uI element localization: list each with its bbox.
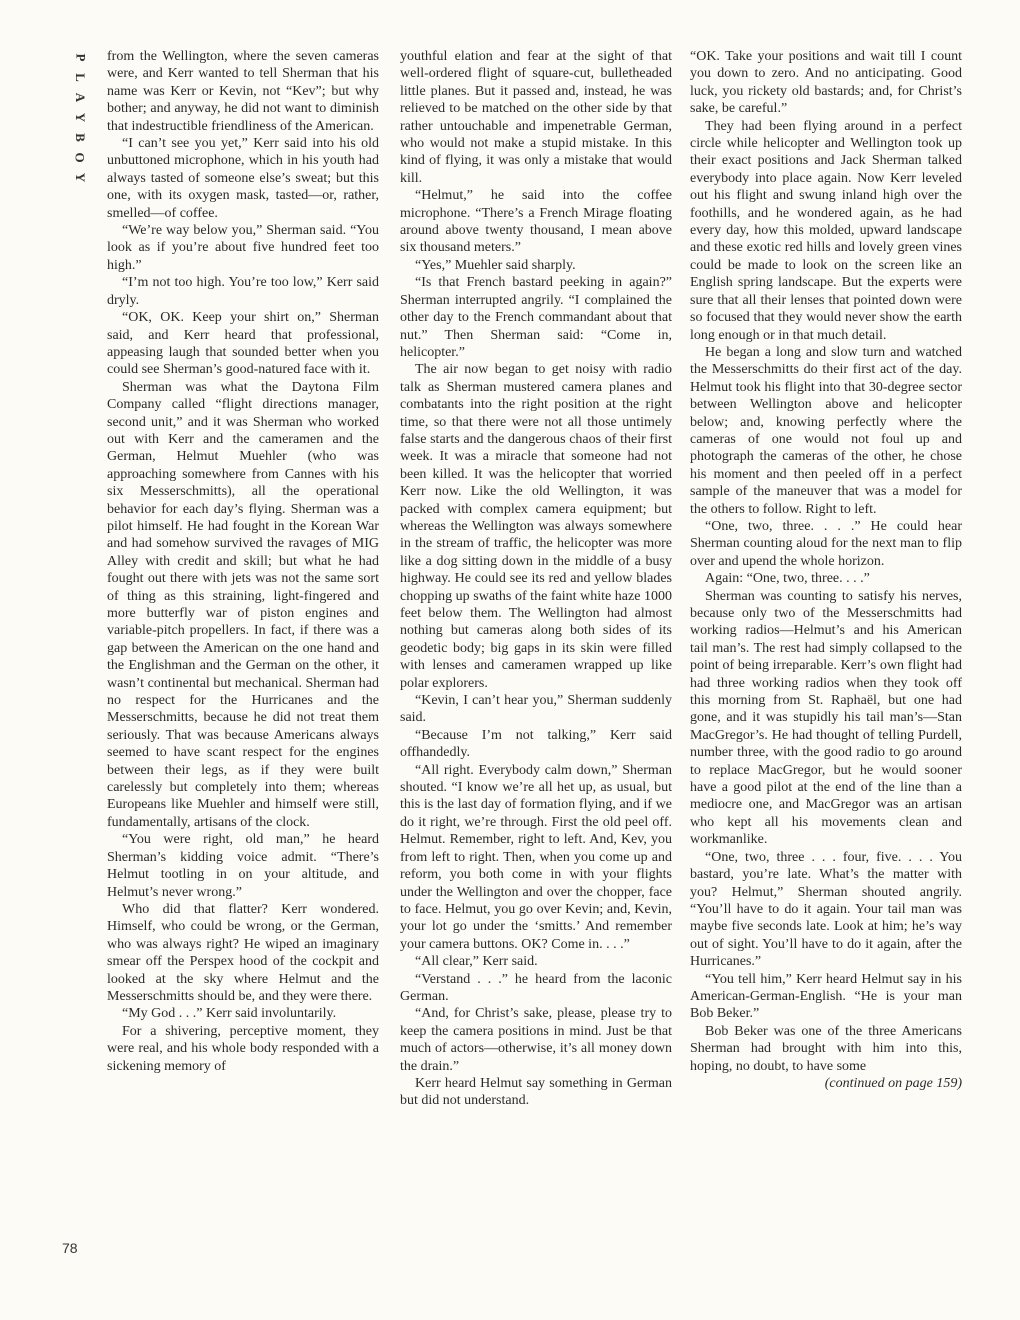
paragraph: For a shivering, perceptive moment, they were real, and his whole body responded with a sickening memory of bbox=[107, 1023, 379, 1074]
text-column-1 bbox=[107, 48, 379, 1075]
paragraph: Kerr heard Helmut say something in German but did not understand. bbox=[400, 1075, 672, 1109]
paragraph: “Yes,” Muehler said sharply. bbox=[415, 257, 576, 273]
paragraph: Who did that flatter? Kerr wondered. Himself, who could be wrong, or the German, who was always right? He wiped an imaginary smear off the Perspex hood of the cockpit and looked at the sky where Helmut and the Messerschmitts should be, and they were there. bbox=[107, 901, 379, 1004]
paragraph: “One, two, three. . . .” He could hear Sherman counting aloud for the next man to flip over and upend the whole horizon. bbox=[690, 518, 962, 569]
paragraph: “OK. Take your positions and wait till I count you down to zero. And no anticipating. Good luck, you rickety old bastards; and, for Christ’s sake, be careful.” bbox=[690, 49, 962, 117]
masthead-letter: L bbox=[72, 73, 88, 83]
paragraph: “Because I’m not talking,” Kerr said offhandedly. bbox=[400, 727, 672, 761]
paragraph: “I can’t see you yet,” Kerr said into his old unbuttoned microphone, which in his youth had always tasted of someone else’s sweat; but this one, with its oxygen mask, tasted—or, rather, smelled—of coffee. bbox=[107, 136, 379, 221]
paragraph: Bob Beker was one of the three Americans Sherman had brought with him into this, hoping, no doubt, to have some bbox=[690, 1023, 962, 1074]
paragraph: Sherman was what the Daytona Film Company called “flight directions manager, second unit,” and it was Sherman who worked out with Kerr and the cameramen and the German, Helmut Muehler (who was approaching somewhere from Cannes with his six Messerschmitts), all the operational behavior for each day’s flying. Sherman was a pilot himself. He had fought in the Korean War and had somehow survived the ravages of MIG Alley with credit and skill; but what he had fought out there with jets was not the same sort of thing as this straining, light-fingered and more butterfly war of piston engines and variable-pitch propellers. In fact, if there was a gap between the American on the one hand and the Englishman and the German on the other, it wasn’t continental but mechanical. Sherman had no respect for the Hurricanes and the Messerschmitts, because he did not treat them seriously. That was because Americans always seemed to have scant respect for the engines between their legs, as if they were built carelessly but completely into them; whereas Europeans like Muehler and himself were still, fundamentally, artisans of the clock. bbox=[107, 379, 379, 830]
magazine-masthead bbox=[60, 48, 100, 188]
continued-note: (continued on page 159) bbox=[824, 1075, 962, 1091]
paragraph: “OK, OK. Keep your shirt on,” Sherman said, and Kerr heard that professional, appeasing laugh that sounded better when you could see Sherman’s good-natured face with it. bbox=[107, 310, 379, 378]
paragraph: “My God . . .” Kerr said involuntarily. bbox=[122, 1006, 337, 1022]
paragraph: “All right. Everybody calm down,” Sherman shouted. “I know we’re all het up, as usual, but this is the last day of formation flying, and if we do it right, we’re through. First the old peel off. Helmut. Remember, right to left. And, Kev, you from left to right. Then, when you come up and reform, you both come in with your flights under the Wellington and over the chopper, face to face. Helmut, you go over Kevin; and, Kevin, your lot go under the ‘smitts.’ And remember your camera buttons. OK? Come in. . . .” bbox=[400, 762, 672, 952]
masthead-letter: A bbox=[72, 92, 88, 104]
masthead-letter: Y bbox=[72, 172, 88, 184]
paragraph: “Verstand . . .” he heard from the laconic German. bbox=[400, 971, 672, 1004]
paragraph: “I’m not too high. You’re too low,” Kerr said dryly. bbox=[107, 275, 379, 308]
paragraph: “And, for Christ’s sake, please, please try to keep the camera positions in mind. Just be that much of actors—otherwise, it’s all money down the drain.” bbox=[400, 1006, 672, 1074]
masthead-letter: O bbox=[73, 152, 88, 164]
paragraph: “Is that French bastard peeking in again?” Sherman interrupted angrily. “I complained the other day to the French commandant about that nut.” Then Sherman said: “Come in, helicopter.” bbox=[400, 275, 672, 360]
paragraph: Again: “One, two, three. . . .” bbox=[705, 571, 870, 587]
paragraph: “Helmut,” he said into the coffee microphone. “There’s a French Mirage floating around above twenty thousand, I mean above six thousand meters.” bbox=[400, 188, 672, 256]
paragraph: “You were right, old man,” he heard Sherman’s kidding voice admit. “There’s Helmut tootling in on your altitude, and Helmut’s never wrong.” bbox=[107, 832, 379, 900]
paragraph: He began a long and slow turn and watched the Messerschmitts do their first act of the day. Helmut took his flight into that 30-degree sector between Wellington above and helicopter below; and, knowing perfectly where the cameras of one would not foul up and photograph the cameras of the other, he chose his moment and then peeled off in a perfect sample of the maneuver that was a model for the others to follow. Right to left. bbox=[690, 344, 962, 517]
text-column-3 bbox=[690, 48, 962, 1092]
page-number: 78 bbox=[62, 1240, 78, 1256]
masthead-letter: B bbox=[72, 133, 88, 143]
text-column-2 bbox=[400, 48, 672, 1110]
paragraph: from the Wellington, where the seven cameras were, and Kerr wanted to tell Sherman that his name was Kerr or Kevin, not “Kev”; but why bother; and anyway, he did not want to diminish that indestructible friendliness of the American. bbox=[107, 49, 379, 134]
paragraph: The air now began to get noisy with radio talk as Sherman mustered camera planes and combatants into the right position at the right time, so that there were not all those untimely false starts and the dangerous chaos of their first week. It was a miracle that someone had not been killed. It was the helicopter that worried Kerr now. Like the old Wellington, it was packed with complex camera equipment; but whereas the Wellington was always somewhere in the stream of traffic, the helicopter was more like a dog sitting down in the middle of a busy highway. He could see its red and yellow blades chopping up swaths of the faint white haze 1000 feet below them. The Wellington had almost nothing but cameras along both sides of its geodetic body; big gaps in its skin were filled with lenses and cameramen wrapped up like polar explorers. bbox=[400, 362, 672, 691]
masthead-letter: P bbox=[72, 53, 88, 63]
paragraph: “You tell him,” Kerr heard Helmut say in his American-German-English. “He is your man Bob Beker.” bbox=[690, 971, 962, 1022]
paragraph: “One, two, three . . . four, five. . . . You bastard, you’re late. What’s the matter with you? Helmut,” Sherman shouted angrily. “You’ll have to do it again. Your tail man was maybe five seconds late. Look at him; he’s way out of sight. You’ll have to do it again, after the Hurricanes.” bbox=[690, 849, 962, 970]
paragraph: They had been flying around in a perfect circle while helicopter and Wellington took up their exact positions and Jack Sherman talked everybody into place again. Now Kerr leveled out his flight and swung inland high over the foothills, and he wondered again, as he had every day, how this molded, upward landscape and these exotic red hills and lovely green vines could be made to look on the screen like an English spring landscape. But the experts were sure that all their lenses that pointed down were so focused that they would never show the earth long enough or in that much detail. bbox=[690, 118, 962, 343]
masthead-letter: Y bbox=[72, 112, 88, 124]
paragraph: youthful elation and fear at the sight of that well-ordered flight of square-cut, bulletheaded little planes. But it passed and, instead, he was relieved to be matched on the other side by that rather untouchable and impenetrable German, who would not make a stupid mistake. In this kind of flying, it was only a mistake that would kill. bbox=[400, 49, 672, 186]
paragraph: Sherman was counting to satisfy his nerves, because only two of the Messerschmitts had working radios—Helmut’s and his American tail man’s. The rest had simply collapsed to the point of being irreparable. Kerr’s own flight had had three working radios when they took off this morning from St. Raphaël, but one had gone, and it was stupidly his tail man’s—Stan MacGregor’s. He had thought of telling Purdell, number three, with the good radio to go around to replace MacGregor, but he would sooner have a good pilot at the end of the line than a mediocre one, and MacGregor was an artisan who kept all his movements clean and workmanlike. bbox=[690, 588, 962, 848]
paragraph: “We’re way below you,” Sherman said. “You look as if you’re about five hundred feet too high.” bbox=[107, 223, 379, 273]
paragraph: “All clear,” Kerr said. bbox=[415, 954, 538, 970]
paragraph: “Kevin, I can’t hear you,” Sherman suddenly said. bbox=[400, 693, 672, 726]
